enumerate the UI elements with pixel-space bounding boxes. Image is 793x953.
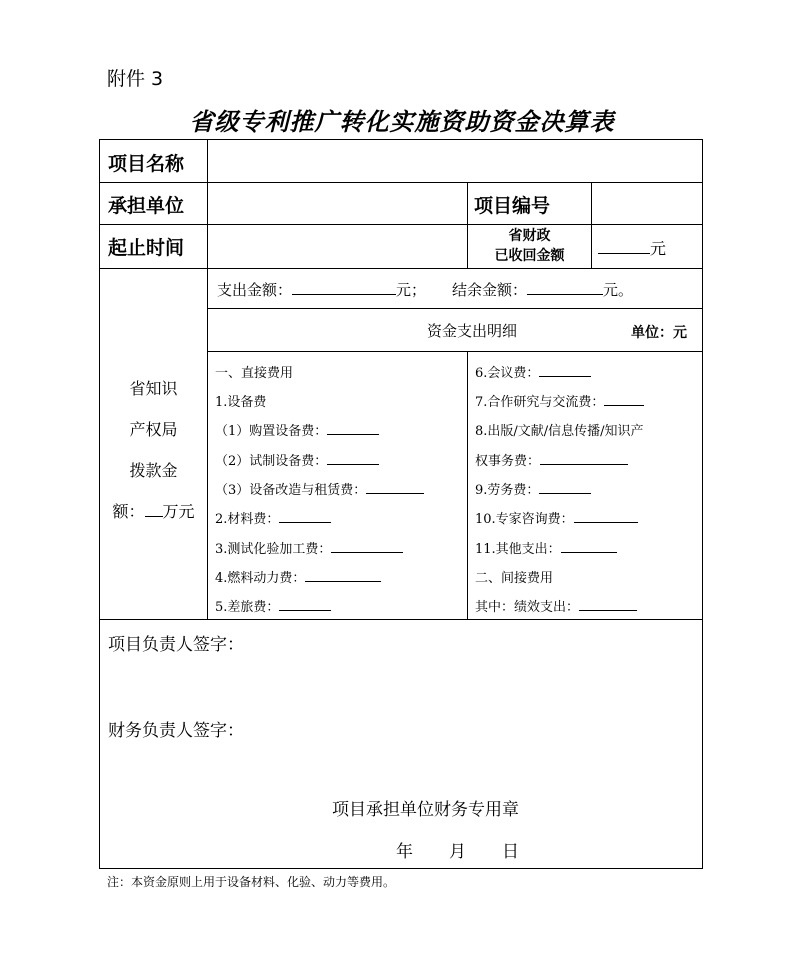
item-direct-cost: 一、直接费用 (215, 366, 294, 381)
received-amount-blank[interactable] (598, 237, 650, 254)
item-labor: 9.劳务费： (475, 479, 591, 498)
blank[interactable] (539, 363, 591, 377)
blank[interactable] (579, 597, 637, 611)
bureau-line3: 拨款金 (129, 461, 178, 480)
spend-label: 支出金额： (217, 281, 293, 299)
item-meeting: 6.会议费： (475, 362, 591, 381)
date-line (396, 837, 519, 862)
item-cooperation: 7.合作研究与交流费： (475, 391, 644, 410)
item-travel: 5.差旅费： (215, 596, 331, 615)
bureau-allocation (100, 368, 207, 532)
item-expert: 10.专家咨询费： (475, 508, 638, 527)
label-period: 起止时间 (108, 237, 185, 259)
label-project-name: 项目名称 (108, 153, 185, 175)
blank[interactable] (331, 539, 403, 553)
project-name-field[interactable] (210, 144, 698, 178)
balance-label: 结余金额： (452, 281, 528, 299)
project-no-field[interactable] (594, 186, 698, 220)
attachment-label: 附件 3 (107, 68, 164, 90)
label-unit: 承担单位 (108, 195, 185, 217)
item-equipment-rental: （3）设备改造与租赁费： (215, 479, 424, 498)
bureau-line4: 额： 万元 (112, 502, 195, 521)
page-title: 省级专利推广转化实施资助资金决算表 (189, 107, 615, 136)
label-received-line2: 已收回金额 (494, 248, 565, 264)
finance-signature-label: 财务负责人签字： (108, 721, 244, 741)
received-unit: 元 (650, 239, 667, 258)
spend-blank[interactable] (292, 279, 396, 295)
unit-field[interactable] (210, 186, 462, 220)
blank[interactable] (279, 597, 331, 611)
blank[interactable] (539, 480, 591, 494)
detail-header: 资金支出明细 (427, 322, 518, 340)
blank[interactable] (540, 451, 628, 465)
period-field[interactable] (210, 228, 462, 264)
label-project-no: 项目编号 (474, 195, 551, 217)
blank[interactable] (561, 539, 617, 553)
date-year: 年 (396, 842, 413, 862)
summary-line: 支出金额： 元； 结余金额： 元。 (217, 281, 634, 299)
blank[interactable] (366, 480, 424, 494)
balance-blank[interactable] (527, 279, 603, 295)
blank[interactable] (604, 392, 644, 406)
item-fuel-power: 4.燃料动力费： (215, 567, 381, 586)
leader-signature-label: 项目负责人签字： (108, 635, 244, 655)
item-trial-equipment: （2）试制设备费： (215, 450, 379, 469)
item-performance: 其中：绩效支出： (475, 596, 637, 615)
item-purchase-equipment: （1）购置设备费： (215, 420, 379, 439)
seal-label: 项目承担单位财务专用章 (332, 800, 519, 820)
item-equipment: 1.设备费 (215, 395, 267, 410)
bureau-line2: 产权局 (129, 420, 178, 439)
footnote: 注：本资金原则上用于设备材料、化验、动力等费用。 (107, 875, 396, 889)
bureau-line1: 省知识 (129, 379, 178, 398)
item-other: 11.其他支出： (475, 538, 617, 557)
allocation-blank[interactable] (145, 500, 163, 517)
item-ip-affairs: 权事务费： (475, 450, 628, 469)
blank[interactable] (305, 568, 381, 582)
received-amount[interactable] (598, 236, 666, 259)
label-received-line1: 省财政 (508, 228, 551, 244)
blank[interactable] (327, 451, 379, 465)
date-month: 月 (449, 842, 466, 862)
item-materials: 2.材料费： (215, 508, 331, 527)
item-indirect-cost: 二、间接费用 (475, 571, 554, 586)
item-testing: 3.测试化验加工费： (215, 538, 403, 557)
label-received (468, 226, 591, 266)
date-day: 日 (502, 842, 519, 862)
detail-unit: 单位：元 (631, 325, 687, 341)
form-table (99, 139, 703, 869)
blank[interactable] (279, 509, 331, 523)
item-publication: 8.出版/文献/信息传播/知识产 (475, 424, 644, 439)
blank[interactable] (574, 509, 638, 523)
blank[interactable] (327, 421, 379, 435)
